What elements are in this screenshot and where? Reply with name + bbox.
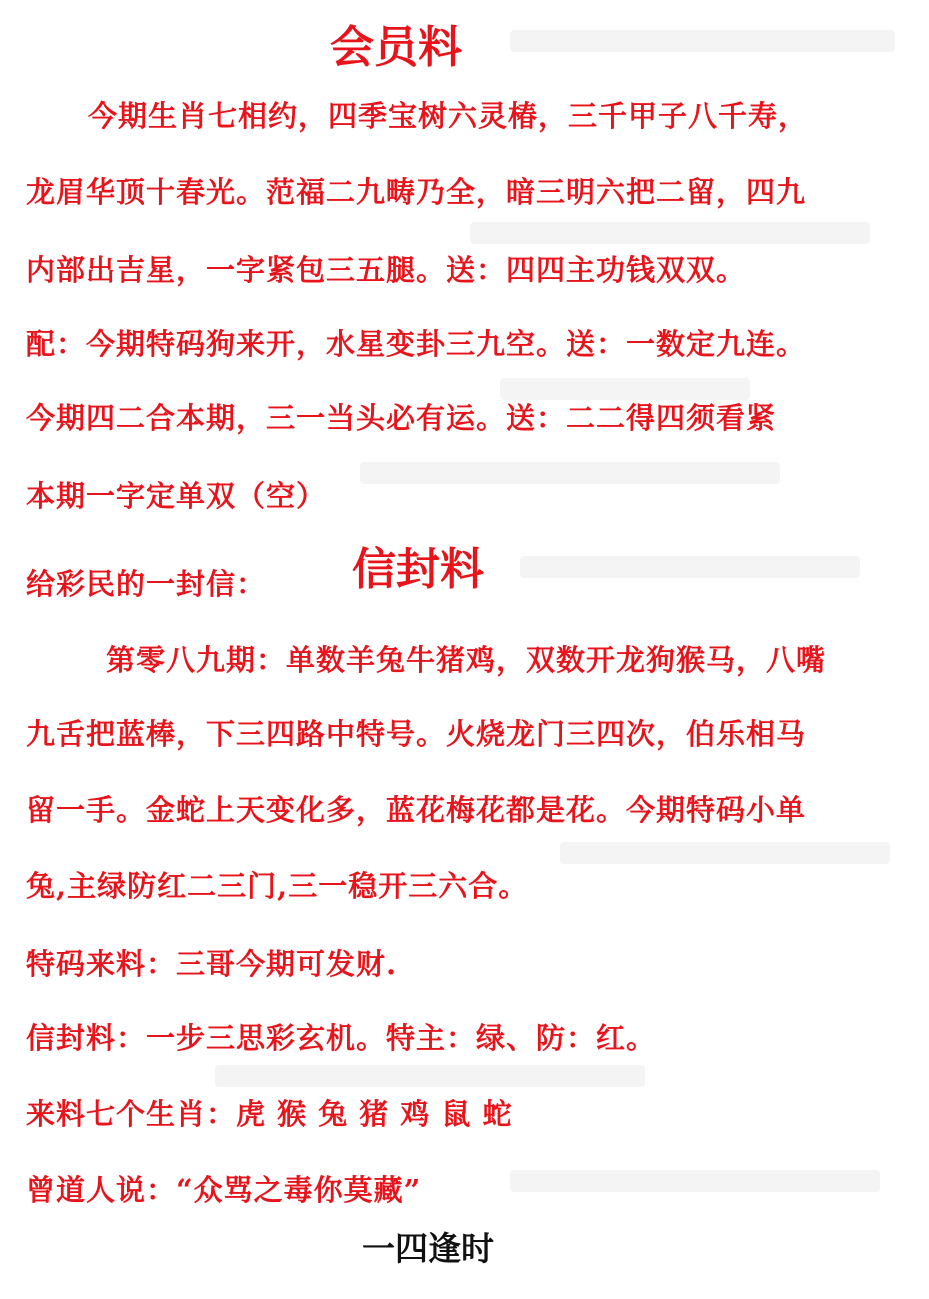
saying-line: 曾道人说：“众骂之毒你莫藏” (26, 1173, 422, 1207)
envelope-title: 信封料 (352, 544, 484, 595)
footer-phrase: 一四逢时 (362, 1229, 494, 1268)
background-smudge (215, 1065, 645, 1087)
member-line: 本期一字定单双（空） (26, 479, 327, 513)
member-line: 内部出吉星，一字紧包三五腿。送：四四主功钱双双。 (26, 253, 747, 287)
letter-line: 留一手。金蛇上天变化多，蓝花梅花都是花。今期特码小单 (26, 793, 807, 827)
special-code-line: 特码来料：三哥今期可发财. (26, 947, 398, 981)
zodiac-line: 来料七个生肖：虎 猴 兔 猪 鸡 鼠 蛇 (26, 1097, 513, 1131)
letter-line: 兔,主绿防红二三门,三一稳开三六合。 (26, 869, 529, 903)
background-smudge (360, 462, 780, 484)
background-smudge (520, 556, 860, 578)
letter-line: 第零八九期：单数羊兔牛猪鸡，双数开龙狗猴马，八嘴 (106, 643, 827, 677)
member-line: 今期生肖七相约，四季宝树六灵椿，三千甲子八千寿， (88, 99, 809, 133)
envelope-line: 信封料：一步三思彩玄机。特主：绿、防：红。 (26, 1021, 657, 1055)
background-smudge (560, 842, 890, 864)
background-smudge (470, 222, 870, 244)
letter-line: 九舌把蓝棒，下三四路中特号。火烧龙门三四次，伯乐相马 (26, 717, 807, 751)
member-line: 配：今期特码狗来开，水星变卦三九空。送：一数定九连。 (26, 327, 807, 361)
member-line: 今期四二合本期，三一当头必有运。送：二二得四须看紧 (26, 401, 777, 435)
member-title: 会员料 (330, 22, 462, 73)
background-smudge (510, 30, 895, 52)
background-smudge (500, 378, 750, 400)
member-line: 龙眉华顶十春光。范福二九畴乃全，暗三明六把二留，四九 (26, 175, 807, 209)
letter-intro: 给彩民的一封信： (26, 567, 267, 601)
background-smudge (510, 1170, 880, 1192)
